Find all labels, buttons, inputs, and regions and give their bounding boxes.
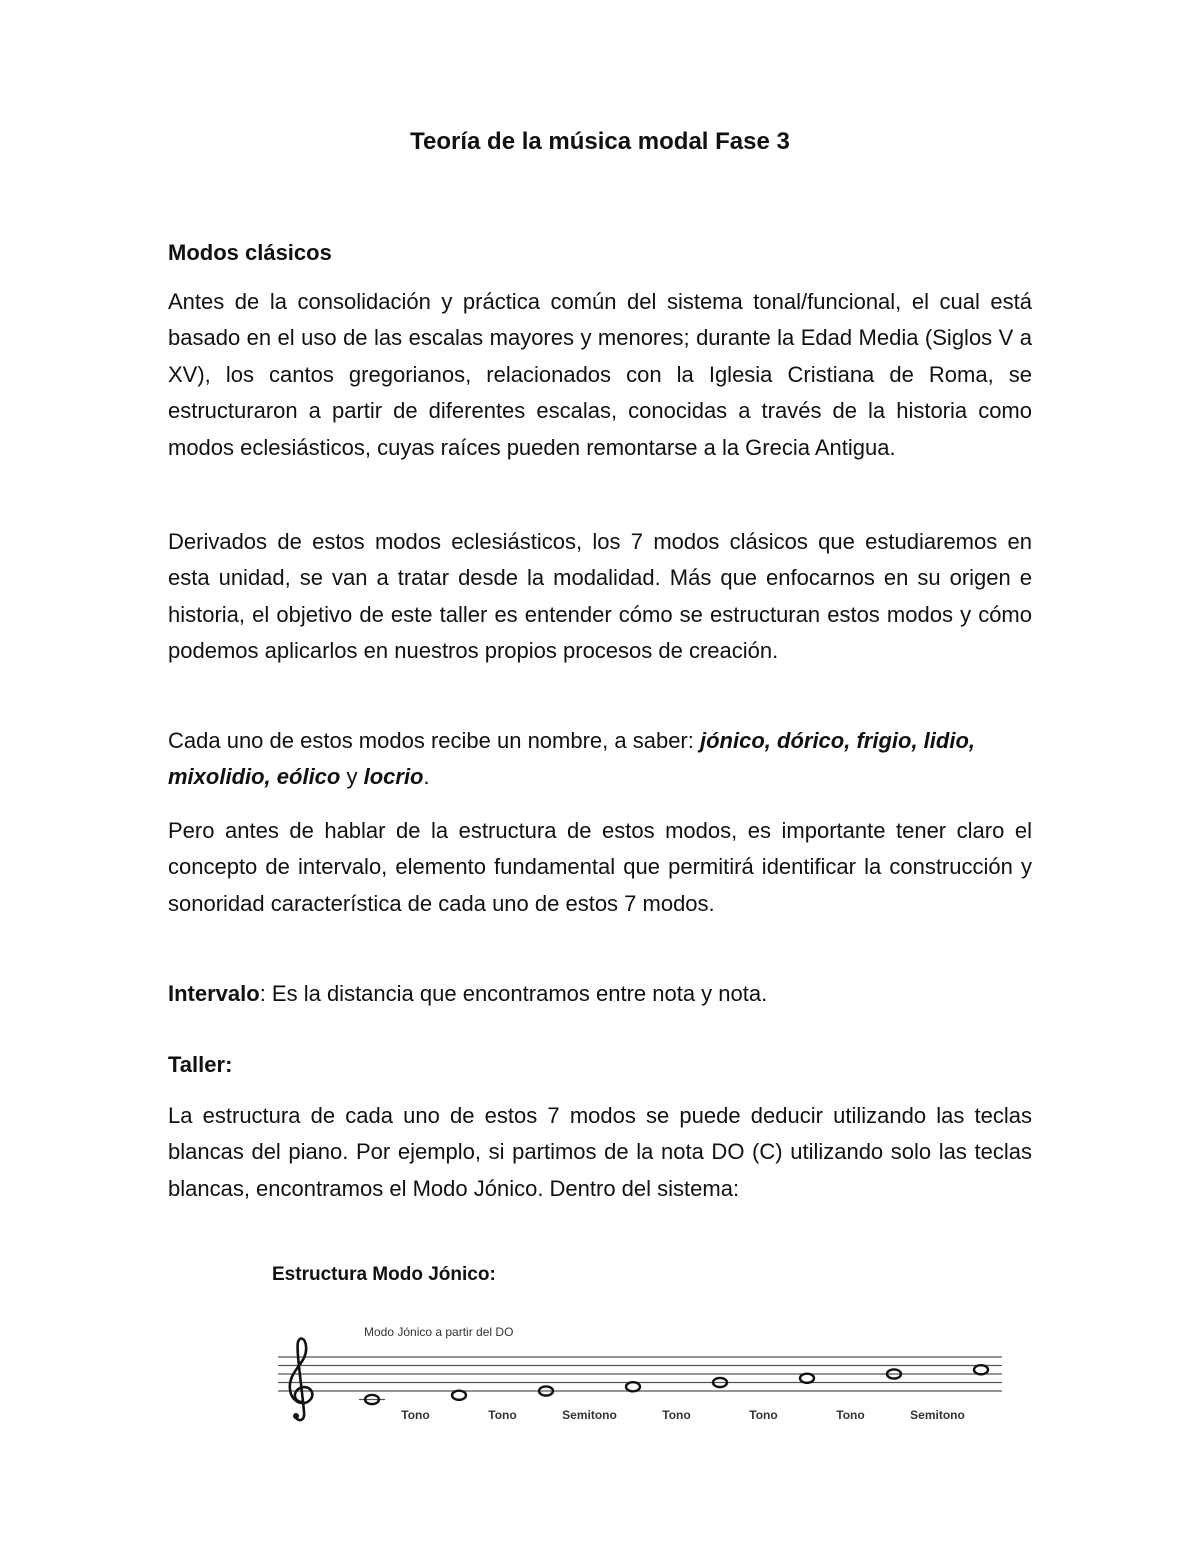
interval-label: Semitono — [910, 1408, 965, 1422]
paragraph-interval-intro: Pero antes de hablar de la estructura de estos modos, es importante tener claro el concepto de intervalo, elemento fundamental que permitirá identificar la construcción y sonoridad característica de cada uno de estos 7 modos. — [168, 818, 1032, 916]
mode-names-intro: Cada uno de estos modos recibe un nombre, a saber: — [168, 728, 700, 753]
paragraph-history: Antes de la consolidación y práctica común del sistema tonal/funcional, el cual está basado en el uso de las escalas mayores y menores; durante la Edad Media (Siglos V a XV), los cantos gregorianos, relacionados con la Iglesia Cristiana de Roma, se estructuraron a partir de diferentes escalas, conocidas a través de la historia como modos eclesiásticos, cuyas raíces pueden remontarse a la Grecia Antigua. — [168, 289, 1032, 460]
treble-clef-icon — [290, 1339, 313, 1420]
interval-label: Tono — [836, 1408, 865, 1422]
notes-layer — [359, 1365, 988, 1404]
mode-names-conjunction: y — [340, 764, 364, 790]
document-title: Teoría de la música modal Fase 3 — [410, 128, 790, 155]
staff-figure — [272, 1316, 1012, 1436]
interval-label: Tono — [662, 1408, 691, 1422]
whole-note — [452, 1391, 466, 1400]
definition-text: : Es la distancia que encontramos entre nota y nota. — [259, 981, 768, 1006]
interval-label: Tono — [401, 1408, 430, 1422]
interval-label: Semitono — [562, 1408, 617, 1422]
definition-term: Intervalo — [168, 981, 260, 1006]
staff-caption: Modo Jónico a partir del DO — [364, 1325, 514, 1339]
workshop-heading: Taller: — [168, 1052, 233, 1077]
interval-label: Tono — [749, 1408, 778, 1422]
interval-label: Tono — [488, 1408, 517, 1422]
definition-interval — [168, 976, 1032, 1012]
figure-title: Estructura Modo Jónico: — [272, 1264, 496, 1285]
whole-note — [800, 1374, 814, 1383]
section-heading: Modos clásicos — [168, 240, 332, 265]
whole-note — [974, 1365, 988, 1374]
whole-note — [626, 1382, 640, 1391]
mode-names-end: . — [423, 764, 430, 790]
paragraph-mode-names — [168, 723, 1032, 796]
interval-labels-layer — [401, 1408, 965, 1422]
mode-names-list: jónico, dórico, frigio, lidio, mixolidio, eólico — [168, 728, 975, 790]
paragraph-workshop: La estructura de cada uno de estos 7 modos se puede deducir utilizando las teclas blancas del piano. Por ejemplo, si partimos de la nota DO (C) utilizando solo las teclas blancas, encontramos el Modo Jónico. Dentro del sistema: — [168, 1103, 1032, 1201]
paragraph-derived-modes: Derivados de estos modos eclesiásticos, los 7 modos clásicos que estudiaremos en esta unidad, se van a tratar desde la modalidad. Más que enfocarnos en su origen e historia, el objetivo de este taller es entender cómo se estructuran estos modos y cómo podemos aplicarlos en nuestros propios procesos de creación. — [168, 529, 1032, 664]
music-staff — [272, 1316, 1012, 1436]
mode-name-locrio: locrio — [363, 764, 424, 790]
